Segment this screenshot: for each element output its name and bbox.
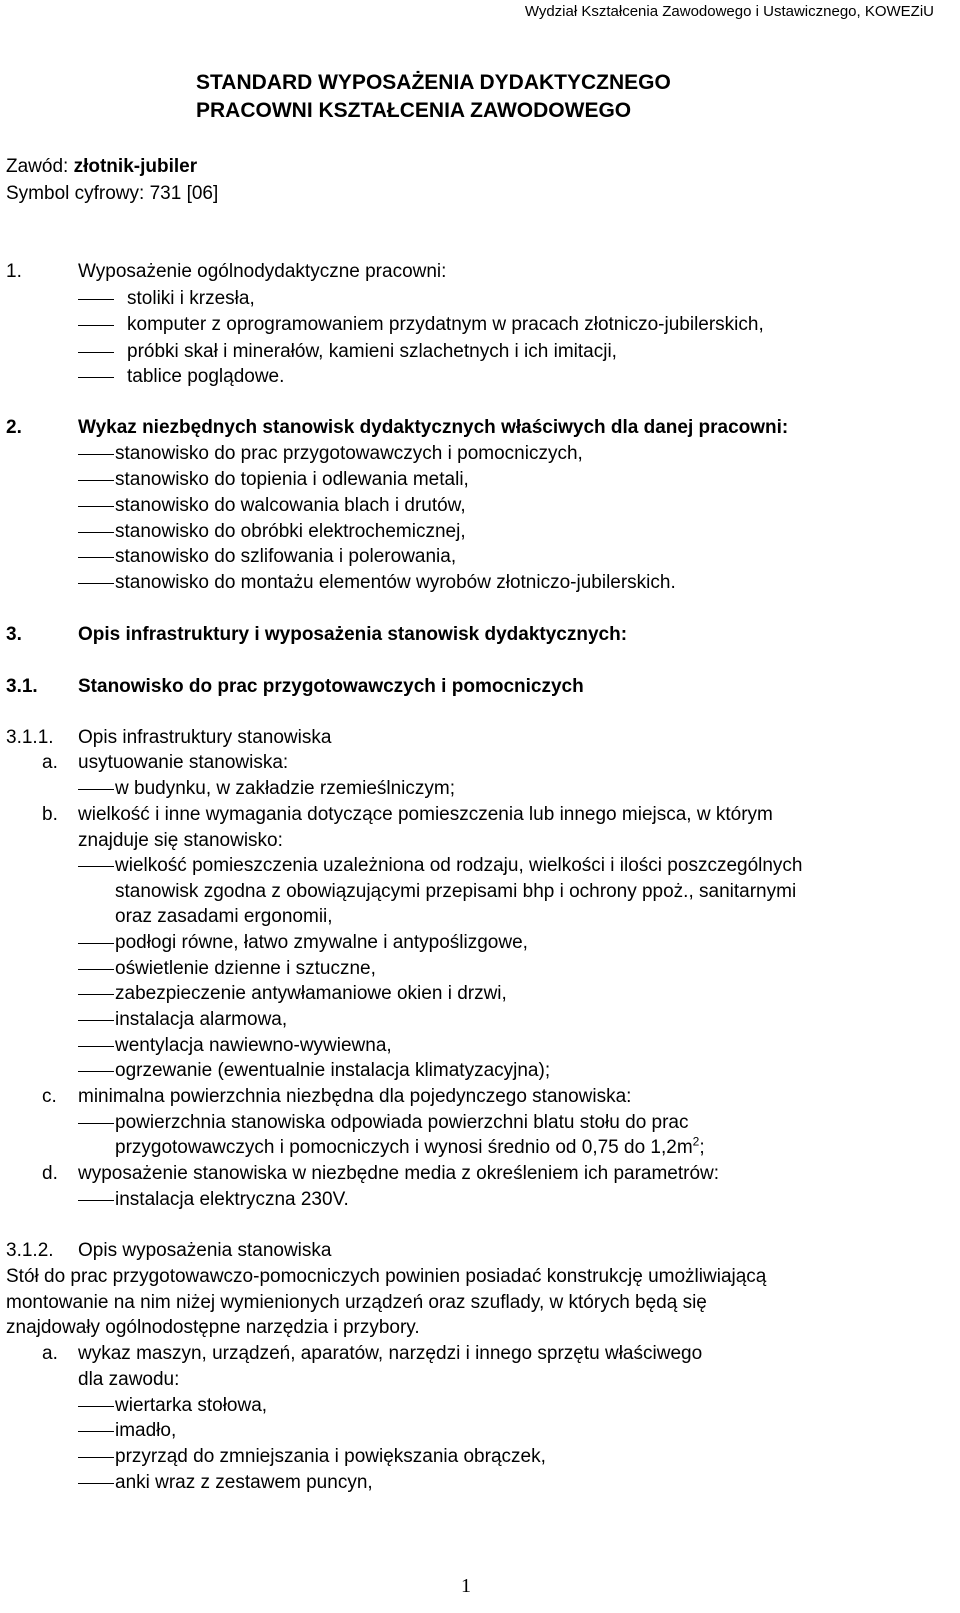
list-item: instalacja alarmowa, — [115, 1009, 288, 1030]
occupation-symbol: Symbol cyfrowy: 731 [06] — [6, 183, 219, 204]
section-3-1-heading: Stanowisko do prac przygotowawczych i pomocniczych — [78, 676, 584, 697]
bullet-dash — [78, 506, 114, 507]
section-2-heading: Wykaz niezbędnych stanowisk dydaktycznych właściwych dla danej pracowni: — [78, 417, 789, 438]
section-3-1-number: 3.1. — [6, 676, 38, 697]
section-1-heading: Wyposażenie ogólnodydaktyczne pracowni: — [78, 261, 447, 282]
list-item: stanowisko do topienia i odlewania metali, — [115, 469, 469, 490]
bullet-dash — [78, 789, 114, 790]
page-header: Wydział Kształcenia Zawodowego i Ustawicznego, KOWEZiU — [524, 3, 934, 20]
list-item: stanowisko do walcowania blach i drutów, — [115, 495, 466, 516]
bullet-dash — [78, 557, 114, 558]
bullet-dash — [78, 1123, 114, 1124]
bullet-dash — [78, 1406, 114, 1407]
bullet-dash — [78, 583, 114, 584]
bullet-dash — [78, 532, 114, 533]
section-3-heading: Opis infrastruktury i wyposażenia stanowisk dydaktycznych: — [78, 624, 628, 645]
occupation-label: Zawód: — [6, 156, 74, 177]
bullet-dash — [78, 969, 114, 970]
list-item: ogrzewanie (ewentualnie instalacja klimatyzacyjna); — [115, 1060, 551, 1081]
list-item: wiertarka stołowa, — [115, 1395, 268, 1416]
list-item-continuation — [115, 1134, 705, 1158]
list-item: wielkość pomieszczenia uzależniona od rodzaju, wielkości i ilości poszczególnych — [115, 855, 803, 876]
section-3-1-1-number: 3.1.1. — [6, 727, 54, 748]
item-d-text: wyposażenie stanowiska w niezbędne media z określeniem ich parametrów: — [78, 1163, 720, 1184]
item-d-letter: d. — [42, 1163, 58, 1184]
list-item: przyrząd do zmniejszania i powiększania obrączek, — [115, 1446, 546, 1467]
list-item: instalacja elektryczna 230V. — [115, 1189, 349, 1210]
section-1-number: 1. — [6, 261, 22, 282]
item-a-text-line1: wykaz maszyn, urządzeń, aparatów, narzędzi i innego sprzętu właściwego — [78, 1343, 703, 1364]
section-3-1-1-heading: Opis infrastruktury stanowiska — [78, 727, 332, 748]
bullet-dash — [78, 325, 114, 326]
list-item: stanowisko do obróbki elektrochemicznej, — [115, 521, 466, 542]
list-item: stanowisko do prac przygotowawczych i pomocniczych, — [115, 443, 583, 464]
occupation-line — [6, 157, 197, 176]
list-item: oświetlenie dzienne i sztuczne, — [115, 958, 376, 979]
bullet-dash — [78, 377, 114, 378]
list-item: powierzchnia stanowiska odpowiada powierzchni blatu stołu do prac — [115, 1112, 689, 1133]
area-text-end: ; — [699, 1137, 705, 1158]
bullet-dash — [78, 1020, 114, 1021]
item-c-text: minimalna powierzchnia niezbędna dla pojedynczego stanowiska: — [78, 1086, 632, 1107]
paragraph-line: znajdowały ogólnodostępne narzędzia i przybory. — [6, 1317, 420, 1338]
occupation-value: złotnik-jubiler — [73, 156, 198, 177]
bullet-dash — [78, 299, 114, 300]
list-item-continuation: stanowisk zgodna z obowiązującymi przepisami bhp i ochrony ppoż., sanitarnymi — [115, 881, 797, 902]
item-a-text: usytuowanie stanowiska: — [78, 752, 289, 773]
document-title-line1: STANDARD WYPOSAŻENIA DYDAKTYCZNEGO — [196, 71, 671, 94]
bullet-dash — [78, 352, 114, 353]
item-b-text-line1: wielkość i inne wymagania dotyczące pomieszczenia lub innego miejsca, w którym — [78, 804, 773, 825]
list-item: tablice poglądowe. — [127, 366, 285, 387]
item-a-text-line2: dla zawodu: — [78, 1369, 180, 1390]
list-item: imadło, — [115, 1420, 177, 1441]
list-item: stoliki i krzesła, — [127, 288, 255, 309]
paragraph-line: Stół do prac przygotowawczo-pomocniczych powinien posiadać konstrukcję umożliwiającą — [6, 1266, 767, 1287]
bullet-dash — [78, 1046, 114, 1047]
item-a-letter: a. — [42, 752, 58, 773]
bullet-dash — [78, 994, 114, 995]
section-3-number: 3. — [6, 624, 22, 645]
bullet-dash — [78, 1071, 114, 1072]
paragraph-line: montowanie na nim niżej wymienionych urządzeń oraz szuflady, w których będą się — [6, 1292, 707, 1313]
item-b-text-line2: znajduje się stanowisko: — [78, 830, 283, 851]
bullet-dash — [78, 454, 114, 455]
item-c-letter: c. — [42, 1086, 57, 1107]
list-item: w budynku, w zakładzie rzemieślniczym; — [115, 778, 456, 799]
item-a-letter: a. — [42, 1343, 58, 1364]
bullet-dash — [78, 1431, 114, 1432]
list-item: komputer z oprogramowaniem przydatnym w pracach złotniczo-jubilerskich, — [127, 314, 764, 335]
bullet-dash — [78, 480, 114, 481]
area-text: przygotowawczych i pomocniczych i wynosi średnio od 0,75 do 1,2m — [115, 1137, 693, 1158]
superscript: 2 — [692, 1134, 700, 1149]
section-3-1-2-number: 3.1.2. — [6, 1240, 54, 1261]
list-item: stanowisko do szlifowania i polerowania, — [115, 546, 457, 567]
section-2-number: 2. — [6, 417, 22, 438]
bullet-dash — [78, 866, 114, 867]
list-item: podłogi równe, łatwo zmywalne i antypoślizgowe, — [115, 932, 528, 953]
list-item: wentylacja nawiewno-wywiewna, — [115, 1035, 392, 1056]
bullet-dash — [78, 1457, 114, 1458]
list-item: próbki skał i minerałów, kamieni szlachetnych i ich imitacji, — [127, 341, 617, 362]
list-item: zabezpieczenie antywłamaniowe okien i drzwi, — [115, 983, 507, 1004]
item-b-letter: b. — [42, 804, 58, 825]
bullet-dash — [78, 943, 114, 944]
bullet-dash — [78, 1483, 114, 1484]
section-3-1-2-heading: Opis wyposażenia stanowiska — [78, 1240, 332, 1261]
list-item-continuation: oraz zasadami ergonomii, — [115, 906, 333, 927]
page-number: 1 — [461, 1575, 471, 1597]
list-item: stanowisko do montażu elementów wyrobów złotniczo-jubilerskich. — [115, 572, 676, 593]
bullet-dash — [78, 1200, 114, 1201]
document-title-line2: PRACOWNI KSZTAŁCENIA ZAWODOWEGO — [196, 99, 632, 122]
list-item: anki wraz z zestawem puncyn, — [115, 1472, 373, 1493]
